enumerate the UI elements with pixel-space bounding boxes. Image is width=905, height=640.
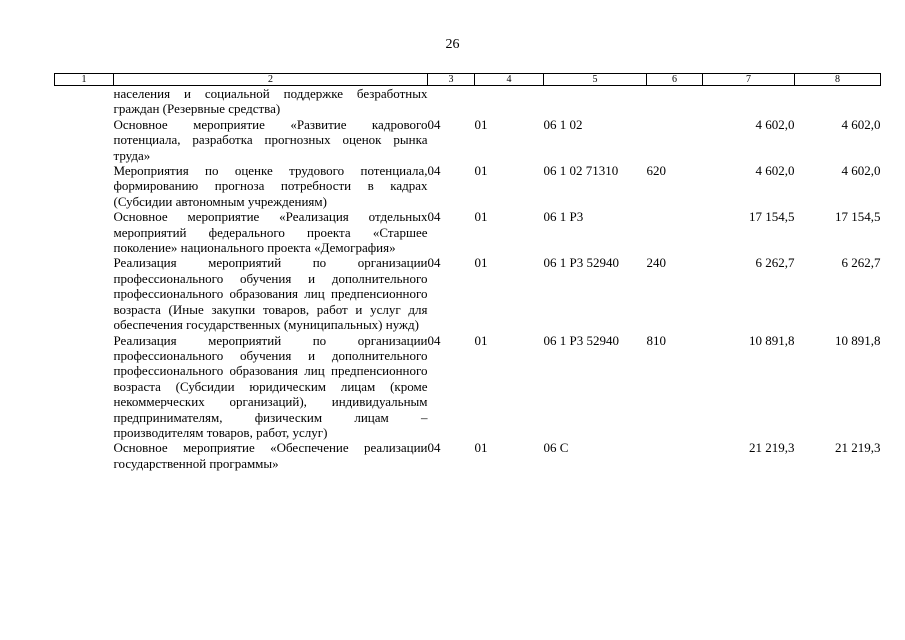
row-expense-type: 240 bbox=[646, 255, 666, 271]
table-row bbox=[55, 163, 881, 209]
row-subsection: 01 bbox=[474, 209, 488, 225]
header-row bbox=[55, 74, 881, 86]
row-amount-8: 10 891,8 bbox=[835, 332, 881, 348]
row-section: 04 bbox=[427, 332, 441, 348]
row-expense-type bbox=[647, 440, 703, 471]
row-subsection bbox=[475, 86, 544, 117]
row-subsection: 01 bbox=[474, 163, 488, 179]
row-section: 04 bbox=[427, 163, 441, 179]
col-header-3: 3 bbox=[428, 74, 475, 86]
col-header-4: 4 bbox=[475, 74, 544, 86]
table-row bbox=[55, 440, 881, 471]
row-section: 04 bbox=[427, 255, 441, 271]
row-expense-type bbox=[647, 86, 703, 117]
row-expense-type bbox=[647, 117, 703, 163]
row-subsection: 01 bbox=[474, 440, 488, 456]
row-amount-8: 4 602,0 bbox=[841, 116, 881, 132]
row-section: 04 bbox=[427, 116, 441, 132]
table-row bbox=[55, 117, 881, 163]
row-name: Реализация мероприятий по организации профессионального обучения и дополнительного профессионального образования лиц предпенсионного возраста (Субсидии юридическим лицам (кроме некоммерческих организаций), индивидуальным предпринимателям, физическим лицам – производителям товаров, работ, услуг) bbox=[113, 332, 428, 440]
table-row bbox=[55, 86, 881, 117]
row-expense-type bbox=[647, 209, 703, 255]
row-expense-type: 620 bbox=[646, 163, 666, 179]
row-amount-7: 10 891,8 bbox=[749, 332, 795, 348]
row-target-code: 06 1 P3 52940 bbox=[543, 255, 619, 271]
row-subsection: 01 bbox=[474, 116, 488, 132]
table-row bbox=[55, 209, 881, 255]
row-target-code: 06 1 P3 52940 bbox=[543, 332, 619, 348]
row-target-code: 06 С bbox=[543, 440, 569, 456]
budget-table bbox=[54, 73, 881, 471]
table-row bbox=[55, 333, 881, 441]
row-subsection: 01 bbox=[474, 332, 488, 348]
row-amount-8: 6 262,7 bbox=[841, 255, 881, 271]
col-header-1: 1 bbox=[55, 74, 114, 86]
row-section: 04 bbox=[427, 440, 441, 456]
row-target-code: 06 1 02 71310 bbox=[543, 163, 619, 179]
row-target-code: 06 1 P3 bbox=[543, 209, 584, 225]
row-name: Основное мероприятие «Обеспечение реализации государственной программы» bbox=[113, 440, 428, 471]
row-section bbox=[428, 86, 475, 117]
row-amount-8: 4 602,0 bbox=[841, 163, 881, 179]
page-number: 26 bbox=[445, 37, 460, 52]
row-amount-7: 21 219,3 bbox=[749, 440, 795, 456]
row-amount-7: 4 602,0 bbox=[755, 116, 795, 132]
row-amount-7 bbox=[703, 86, 795, 117]
col-header-2: 2 bbox=[114, 74, 428, 86]
row-target-code: 06 1 02 bbox=[543, 116, 583, 132]
row-amount-8: 21 219,3 bbox=[835, 440, 881, 456]
row-amount-7: 17 154,5 bbox=[749, 209, 795, 225]
row-name: Реализация мероприятий по организации профессионального обучения и дополнительного профессионального образования лиц предпенсионного возраста (Иные закупки товаров, работ и услуг для обеспечения государственных (муниципальных) нужд) bbox=[113, 255, 428, 333]
col-header-5: 5 bbox=[544, 74, 647, 86]
row-amount-7: 4 602,0 bbox=[755, 163, 795, 179]
col-header-8: 8 bbox=[795, 74, 881, 86]
row-name: населения и социальной поддержке безработных граждан (Резервные средства) bbox=[113, 86, 428, 117]
row-name: Основное мероприятие «Реализация отдельных мероприятий федерального проекта «Старшее поколение» национального проекта «Демография» bbox=[113, 209, 428, 256]
row-amount-7: 6 262,7 bbox=[755, 255, 795, 271]
col-header-7: 7 bbox=[703, 74, 795, 86]
row-section: 04 bbox=[427, 209, 441, 225]
row-name: Основное мероприятие «Развитие кадрового потенциала, разработка прогнозных оценок рынка труда» bbox=[113, 116, 428, 163]
row-name: Мероприятия по оценке трудового потенциала, формированию прогноза потребности в кадрах (Субсидии автономным учреждениям) bbox=[113, 163, 428, 209]
row-subsection: 01 bbox=[474, 255, 488, 271]
col-header-6: 6 bbox=[647, 74, 703, 86]
row-amount-8: 17 154,5 bbox=[835, 209, 881, 225]
row-expense-type: 810 bbox=[646, 332, 666, 348]
table-row bbox=[55, 255, 881, 332]
row-amount-8 bbox=[795, 86, 881, 117]
row-target-code bbox=[544, 86, 647, 117]
